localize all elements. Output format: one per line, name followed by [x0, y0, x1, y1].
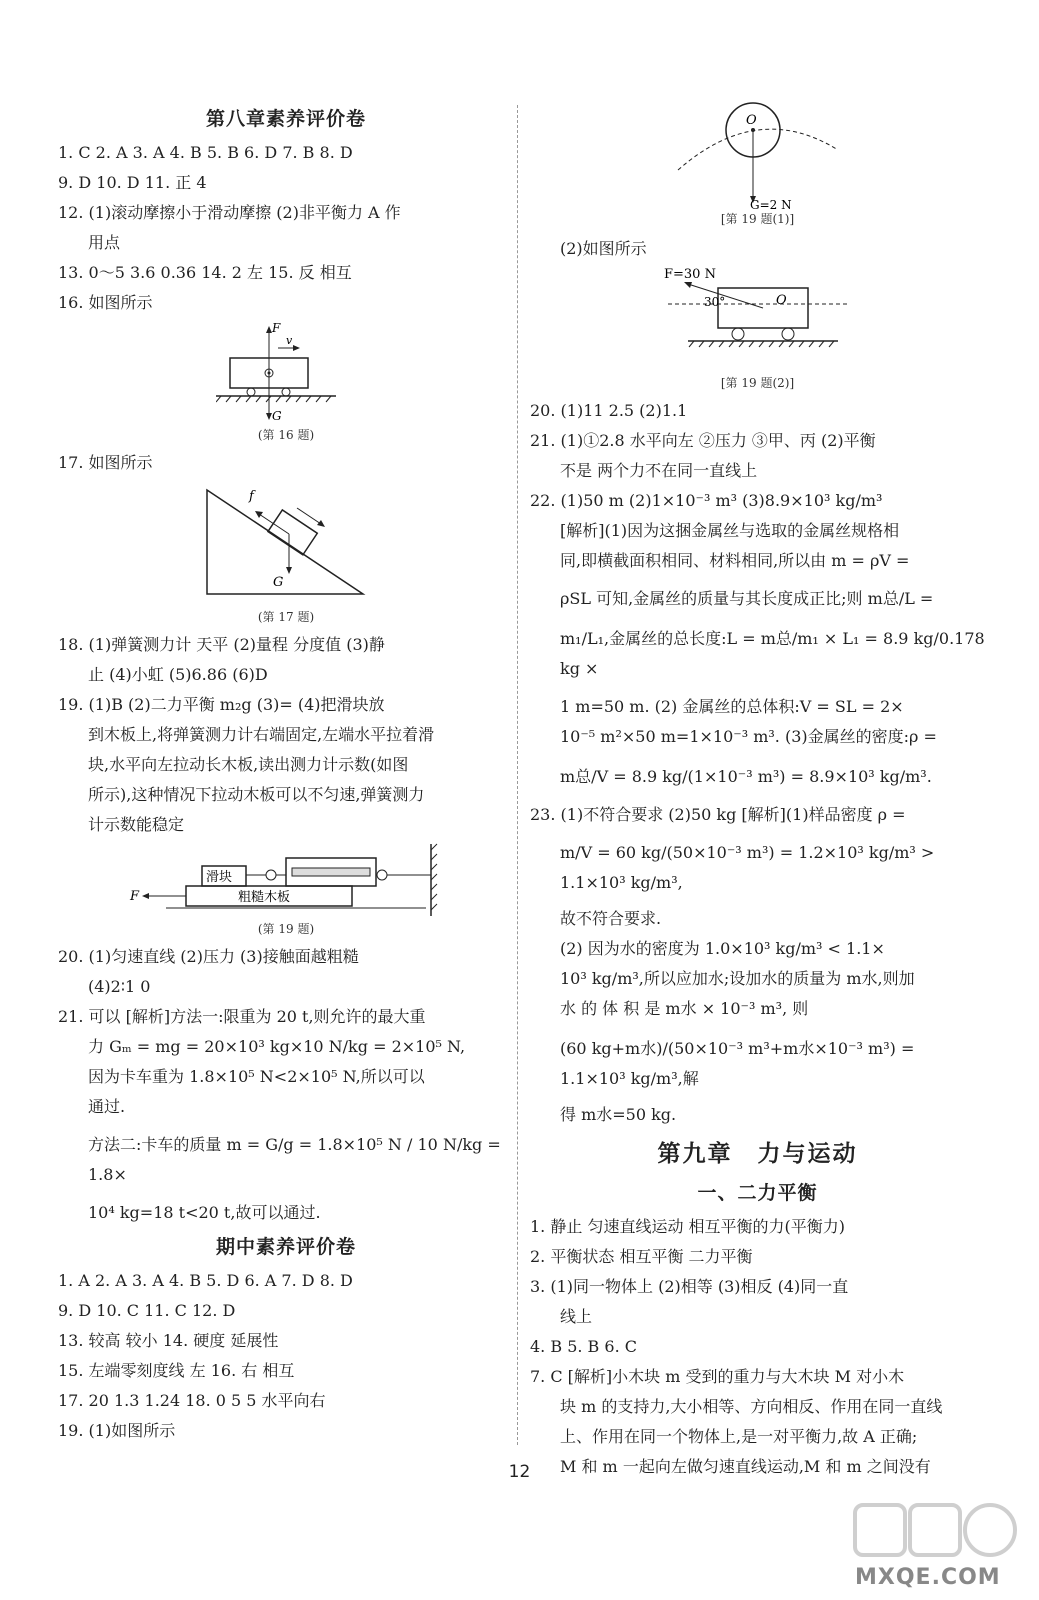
figure-17 [201, 478, 371, 608]
answer-line: 10⁻⁵ m²×50 m=1×10⁻³ m³. (3)金属丝的密度:ρ = [560, 727, 937, 746]
friction-f-label: f [249, 489, 254, 504]
fig16-caption: (第 16 题) [257, 428, 315, 442]
answer-line: 用点 [88, 233, 121, 252]
answer-line: M 和 m 一起向左做匀速直线运动,M 和 m 之间没有 [560, 1457, 931, 1476]
force-F-label: F=30 N [663, 267, 716, 282]
answer-line: (2) 因为水的密度为 1.0×10³ kg/m³ < 1.1× [560, 939, 885, 958]
center-O-label: O [745, 113, 757, 128]
answer-line: 13. 较高 较小 14. 硬度 延展性 [58, 1331, 279, 1350]
answer-line: 18. (1)弹簧测力计 天平 (2)量程 分度值 (3)静 [58, 635, 385, 654]
midterm-title: 期中素养评价卷 [215, 1236, 356, 1258]
answer-line: 20. (1)11 2.5 (2)1.1 [530, 401, 688, 420]
answer-line: 21. (1)①2.8 水平向左 ②压力 ③甲、丙 (2)平衡 [530, 431, 876, 450]
watermark-text: MXQE.COM [855, 1565, 1001, 1590]
answer-line: 得 m水=50 kg. [560, 1105, 677, 1124]
answer-line: 10⁴ kg=18 t<20 t,故可以通过. [88, 1203, 321, 1222]
answer-line: 9. D 10. D 11. 正 4 [58, 173, 207, 192]
page-number: 12 [508, 1462, 531, 1482]
chapter8-title: 第八章素养评价卷 [205, 108, 366, 130]
answer-line: 同,即横截面积相同、材料相同,所以由 m = ρV = [560, 551, 910, 570]
gravity-G-label: G [273, 575, 284, 590]
fig19-1-caption: [第 19 题(1)] [720, 212, 795, 226]
answer-line: m₁/L₁,金属丝的总长度:L = m总/m₁ × L₁ = 8.9 kg/0.178 kg × [560, 629, 985, 678]
force-F-label: F [272, 321, 281, 335]
answer-line: 水 的 体 积 是 m水 × 10⁻³ m³, 则 [560, 999, 809, 1018]
answer-line: (2)如图所示 [560, 239, 647, 258]
answer-line: 2. 平衡状态 相互平衡 二力平衡 [530, 1247, 753, 1266]
gravity-G-label: G [272, 409, 282, 423]
answer-line: 9. D 10. C 11. C 12. D [58, 1301, 236, 1320]
angle-label: 30° [703, 295, 725, 309]
answer-line: 不是 两个力不在同一直线上 [560, 461, 758, 480]
answer-line: 所示),这种情况下拉动木板可以不匀速,弹簧测力 [88, 785, 425, 804]
answer-line: 方法二:卡车的质量 m = G/g = 1.8×10⁵ N / 10 N/kg = 1.8× [88, 1135, 501, 1184]
answer-line: 因为卡车重为 1.8×10⁵ N<2×10⁵ N,所以可以 [88, 1067, 425, 1086]
answer-line: 力 Gₘ = mg = 20×10³ kg×10 N/kg = 2×10⁵ N, [88, 1037, 466, 1056]
answer-line: 21. 可以 [解析]方法一:限重为 20 t,则允许的最大重 [58, 1007, 426, 1026]
answer-line: 1. 静止 匀速直线运动 相互平衡的力(平衡力) [530, 1217, 846, 1236]
answer-line: 17. 如图所示 [58, 453, 153, 472]
velocity-v-label: v [286, 334, 293, 347]
answer-line: 23. (1)不符合要求 (2)50 kg [解析](1)样品密度 ρ = [530, 805, 906, 824]
section-title: 一、二力平衡 [697, 1182, 818, 1204]
fig17-caption: (第 17 题) [257, 610, 315, 624]
answer-line: 通过. [88, 1097, 126, 1116]
fig19-caption: (第 19 题) [257, 922, 315, 936]
answer-line: 到木板上,将弹簧测力计右端固定,左端水平拉着滑 [88, 725, 435, 744]
answer-line: 16. 如图所示 [58, 293, 153, 312]
force-F-label: F [130, 889, 140, 904]
answer-line: 19. (1)如图所示 [58, 1421, 176, 1440]
center-O-label: O [775, 293, 787, 308]
chapter9-title: 第九章 力与运动 [657, 1141, 858, 1167]
answer-line: 线上 [560, 1307, 593, 1326]
answer-line: 7. C [解析]小木块 m 受到的重力与大木块 M 对小木 [530, 1367, 905, 1386]
answer-line: 4. B 5. B 6. C [530, 1337, 637, 1356]
answer-line: 块 m 的支持力,大小相等、方向相反、作用在同一直线 [560, 1397, 943, 1416]
answer-line: 1. C 2. A 3. A 4. B 5. B 6. D 7. B 8. D [58, 143, 353, 162]
answer-line: ρSL 可知,金属丝的质量与其长度成正比;则 m总/L = [560, 589, 934, 608]
figure-16 [216, 318, 356, 426]
answer-line: 上、作用在同一个物体上,是一对平衡力,故 A 正确; [560, 1427, 918, 1446]
answer-line: 17. 20 1.3 1.24 18. 0 5 5 水平向右 [58, 1391, 326, 1410]
answer-line: 计示数能稳定 [88, 815, 185, 834]
figure-19-1 [658, 100, 858, 210]
answer-line: 15. 左端零刻度线 左 16. 右 相互 [58, 1361, 295, 1380]
right-column [530, 100, 985, 1482]
answer-line: 20. (1)匀速直线 (2)压力 (3)接触面越粗糙 [58, 947, 359, 966]
answer-line: 1 m=50 m. (2) 金属丝的总体积:V = SL = 2× [560, 697, 904, 716]
answer-line: 1. A 2. A 3. A 4. B 5. D 6. A 7. D 8. D [58, 1271, 353, 1290]
left-column [58, 100, 514, 1446]
answer-line: m总/V = 8.9 kg/(1×10⁻³ m³) = 8.9×10³ kg/m³. [560, 767, 932, 786]
gravity-label: G=2 N [749, 198, 792, 210]
figure-19 [126, 840, 446, 920]
answer-line: 12. (1)滚动摩擦小于滑动摩擦 (2)非平衡力 A 作 [58, 203, 401, 222]
fig19-2-caption: [第 19 题(2)] [720, 376, 795, 390]
block-label: 滑块 [206, 870, 233, 885]
figure-19-2 [658, 264, 858, 374]
column-divider [517, 105, 518, 1445]
answer-line: 22. (1)50 m (2)1×10⁻³ m³ (3)8.9×10³ kg/m³ [530, 491, 883, 510]
board-label: 粗糙木板 [238, 890, 291, 905]
answer-line: 块,水平向左拉动长木板,读出测力计示数(如图 [88, 755, 409, 774]
answer-line: 止 (4)小虹 (5)6.86 (6)D [88, 665, 268, 684]
answer-line: (4)2∶1 0 [88, 977, 151, 996]
answer-line: 19. (1)B (2)二力平衡 m₂g (3)= (4)把滑块放 [58, 695, 385, 714]
answer-line: 13. 0～5 3.6 0.36 14. 2 左 15. 反 相互 [58, 263, 352, 282]
answer-line: [解析](1)因为这捆金属丝与选取的金属丝规格相 [560, 521, 900, 540]
answer-line: (60 kg+m水)/(50×10⁻³ m³+m水×10⁻³ m³) = 1.1×10³ kg/m³,解 [560, 1039, 915, 1088]
answer-line: 故不符合要求. [560, 909, 662, 928]
answer-line: m/V = 60 kg/(50×10⁻³ m³) = 1.2×10³ kg/m³ > 1.1×10³ kg/m³, [560, 843, 935, 892]
answer-line: 3. (1)同一物体上 (2)相等 (3)相反 (4)同一直 [530, 1277, 849, 1296]
answer-line: 10³ kg/m³,所以应加水;设加水的质量为 m水,则加 [560, 969, 915, 988]
